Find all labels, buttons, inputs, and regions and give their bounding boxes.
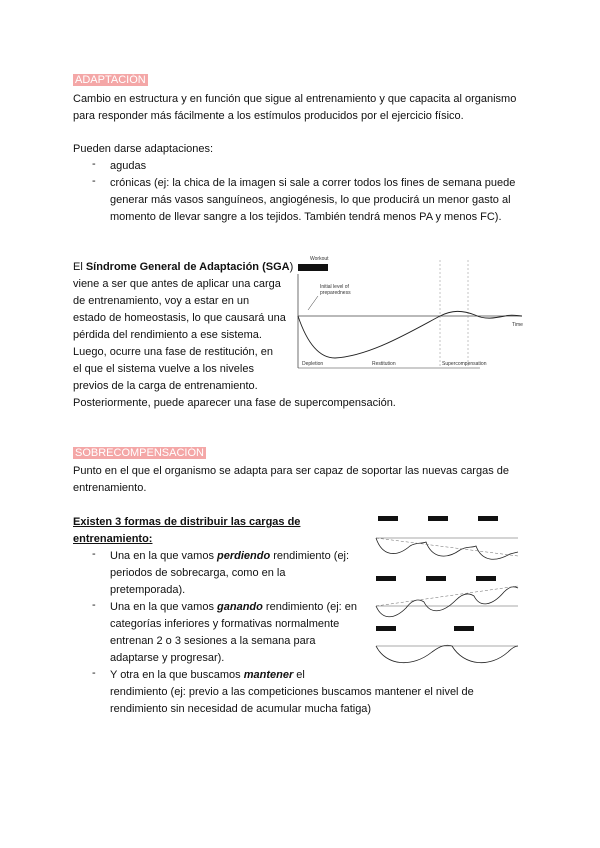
forma-mantener: Y otra en la que buscamos mantener el: [110, 669, 305, 681]
workout-bar: [378, 516, 398, 521]
adaptaciones-intro: Pueden darse adaptaciones:: [73, 143, 214, 155]
bullet-cronicas: crónicas (ej: la chica de la imagen si sale a correr todos los fines de semana puede: [110, 177, 516, 189]
forma-ganando-cont: entrenan 2 o 3 sesiones a la semana para: [110, 635, 316, 647]
workout-bar: [428, 516, 448, 521]
load-diagram-mantener: [372, 622, 522, 674]
bullet-cronicas-cont: momento de llevar sangre a los tejidos. También tendrá menos PA y menos FC).: [110, 211, 502, 223]
sobrecompensacion-heading: SOBRECOMPENSACIÓN: [75, 447, 204, 459]
forma-mantener-cont: rendimiento sin necesidad de acumular mucha fatiga): [110, 703, 372, 715]
forma-perdiendo-cont: periodos de sobrecarga, como en la: [110, 567, 286, 579]
bullet-cronicas-cont: generar más vasos sanguíneos, angiogénesis, lo que producirá un menor gasto al: [110, 194, 511, 206]
sga-line: viene a ser que antes de aplicar una carga: [73, 278, 281, 290]
forma-ganando: Una en la que vamos ganando rendimiento (ej: en: [110, 601, 358, 613]
workout-bar: [478, 516, 498, 521]
forma-ganando-cont: adaptarse y progresar).: [110, 652, 225, 664]
bullet-dash: -: [92, 548, 96, 560]
workout-label: Workout: [310, 256, 329, 262]
sga-intro: El Síndrome General de Adaptación (SGA): [73, 261, 294, 273]
forma-ganando-cont: categorías inferiores y formativas normalmente: [110, 618, 340, 630]
initial-level-arrow: [308, 296, 318, 310]
workout-bar: [476, 576, 496, 581]
performance-curve: [376, 645, 518, 662]
load-diagram-perdiendo: [372, 512, 522, 564]
sobrecompensacion-definition-line: entrenamiento.: [73, 482, 147, 494]
bullet-dash: -: [92, 158, 96, 170]
time-label: Time: [512, 322, 523, 328]
workout-bar: [298, 264, 328, 271]
forma-perdiendo-cont: pretemporada).: [110, 584, 186, 596]
sobrecompensacion-definition-line: Punto en el que el organismo se adapta para ser capaz de soportar las nuevas cargas de: [73, 465, 509, 477]
sga-line: Luego, ocurre una fase de restitución, en: [73, 346, 273, 358]
performance-curve: [376, 587, 518, 617]
phase-supercompensation-label: Supercompensation: [442, 361, 487, 367]
workout-bar: [426, 576, 446, 581]
preparedness-curve: [298, 311, 522, 358]
initial-level-label: preparedness: [320, 290, 351, 296]
bullet-dash: -: [92, 599, 96, 611]
adaptacion-definition-line: Cambio en estructura y en función que sigue al entrenamiento y que capacita al organismo: [73, 93, 517, 105]
sga-line: de entrenamiento, voy a estar en un: [73, 295, 250, 307]
performance-curve: [376, 538, 518, 559]
sga-line: estado de homeostasis, lo que causará una: [73, 312, 286, 324]
formas-heading: entrenamiento:: [73, 533, 153, 545]
sga-line: pérdida del rendimiento a ese sistema.: [73, 329, 262, 341]
sga-figure: [290, 252, 530, 376]
phase-depletion-label: Depletion: [302, 361, 324, 367]
sga-line: el que el sistema vuelve a los niveles: [73, 363, 254, 375]
bullet-agudas: agudas: [110, 160, 147, 172]
workout-bar: [454, 626, 474, 631]
forma-mantener-cont: rendimiento (ej: previo a las competiciones buscamos mantener el nivel de: [110, 686, 474, 698]
bullet-dash: -: [92, 667, 96, 679]
bullet-dash: -: [92, 175, 96, 187]
sga-line: previos de la carga de entrenamiento.: [73, 380, 258, 392]
adaptacion-heading: ADAPTACIÓN: [75, 74, 146, 86]
workout-bar: [376, 626, 396, 631]
sga-last-line: Posteriormente, puede aparecer una fase de supercompensación.: [73, 397, 396, 409]
phase-restitution-label: Restitution: [372, 361, 396, 367]
forma-perdiendo: Una en la que vamos perdiendo rendimiento (ej:: [110, 550, 350, 562]
trend-line: [376, 586, 518, 606]
initial-level-label: Initial level of: [320, 284, 349, 290]
load-diagram-ganando: [372, 572, 522, 624]
workout-bar: [376, 576, 396, 581]
adaptacion-definition-line: para responder más fácilmente a los estímulos producidos por el ejercicio físico.: [73, 110, 464, 122]
formas-heading: Existen 3 formas de distribuir las cargas de: [73, 516, 301, 528]
